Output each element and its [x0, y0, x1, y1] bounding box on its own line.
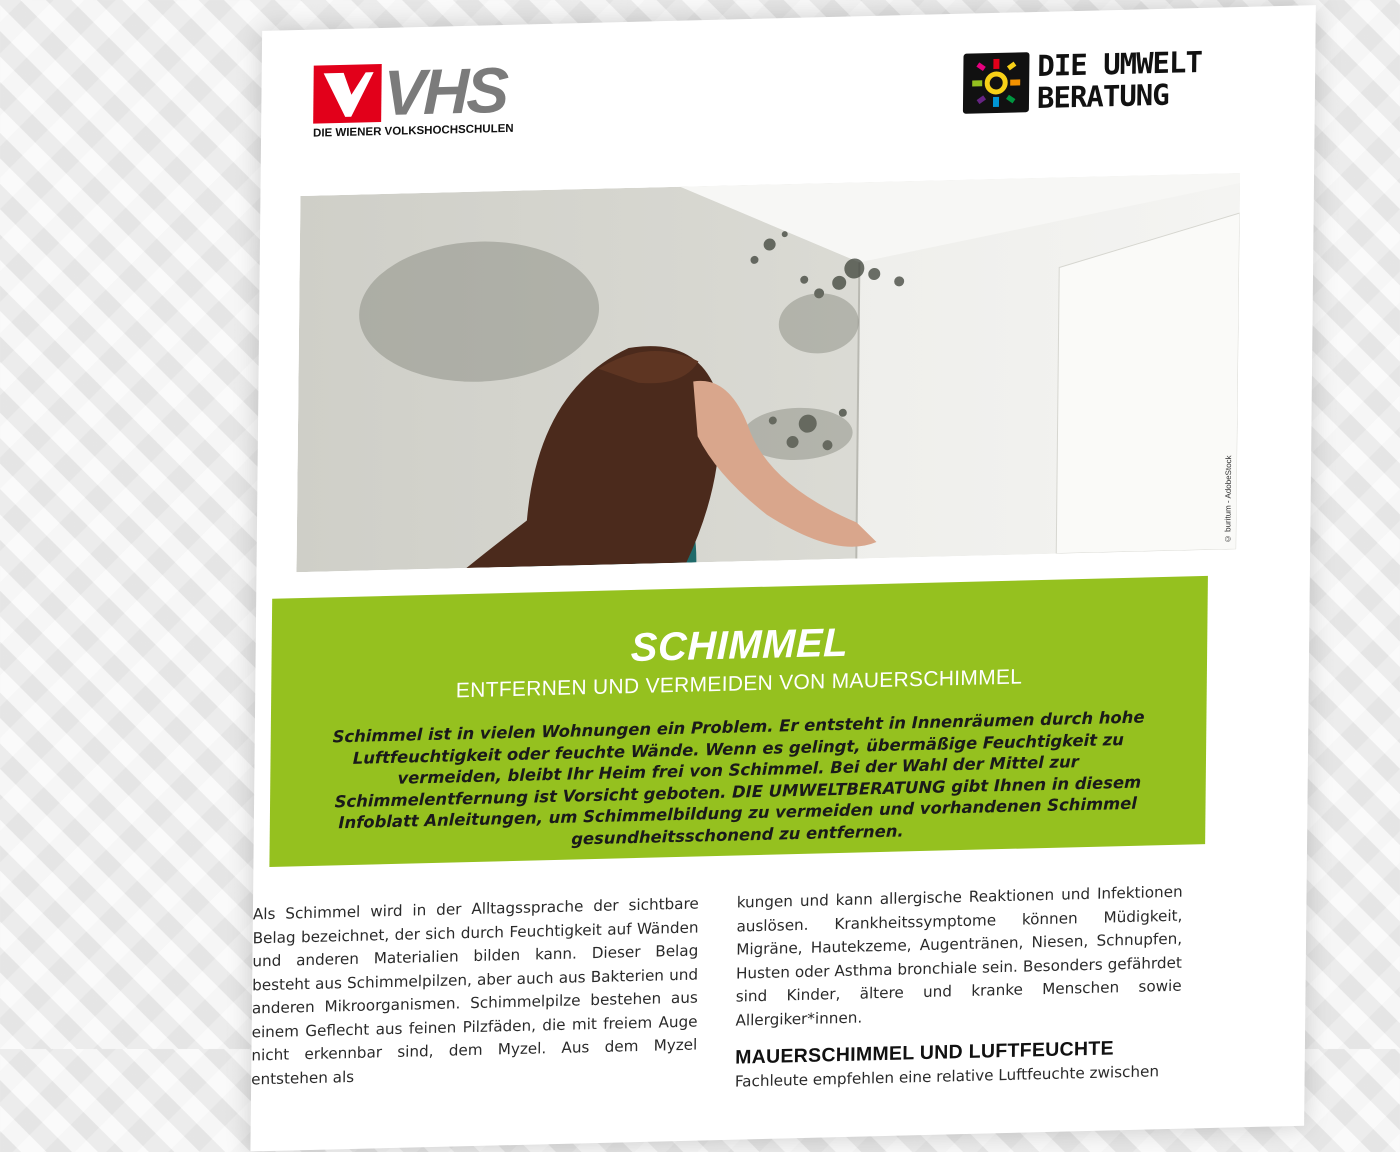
umweltberatung-logo — [963, 44, 1224, 119]
photo-credit: © buritum - AdobeStock — [1223, 455, 1234, 544]
body-text-right: kungen und kann allergische Reaktionen und Infektionen auslösen. Krankheitssymptome können Müdigkeit, Migräne, Hautekzeme, Augentränen, Niesen, Schnupfen, Husten oder Asthma bronchiale sein. Besonders gefährdet sind Kinder, ältere und kranke Menschen sowie Allergiker*innen. — [735, 882, 1183, 1030]
section-text: Fachleute empfehlen eine relative Luftfeuchte zwischen — [734, 1061, 1160, 1091]
body-text-left: Als Schimmel wird in der Alltagssprache der sichtbare Belag bezeichnet, der sich durch Feuchtigkeit auf Wänden und anderen Materialien bilden kann. Dieser Belag besteht aus Schimmelpilzen, aber auch aus Bakterien und anderen Mikroorganismen. Schimmelpilze bestehen aus einem Geflecht aus feinen Pilzfäden, die mit freiem Auge nicht erkennbar sind, dem Myzel. Aus dem Myzel entstehen als — [251, 894, 699, 1088]
vhs-logo — [312, 53, 514, 146]
section-heading: MAUERSCHIMMEL UND LUFTFEUCHTE — [735, 1037, 1114, 1069]
vhs-checkmark-icon — [313, 64, 382, 124]
vhs-subtitle: DIE WIENER VOLKSHOCHSCHULEN — [312, 122, 514, 140]
page-title: SCHIMMEL — [630, 620, 849, 671]
flyer-page — [250, 5, 1315, 1151]
sun-icon — [963, 52, 1030, 114]
body-column-left — [251, 892, 699, 1091]
intro-text: Schimmel ist in vielen Wohnungen ein Problem. Er entsteht in Innenräumen durch hohe Luftfeuchtigkeit oder feuchte Wände. Wenn es gelingt, übermäßige Feuchtigkeit zu vermeiden, bleibt Ihr Heim frei von Schimmel. Bei der Wahl der Mittel zur Schimmelentfernung ist Vorsicht geboten. DIE UMWELTBERATUNG gibt Ihnen in diesem Infoblatt Anleitungen, um Schimmelbildung zu vermeiden und vorhandenen Schimmel gesundheitsschonend zu entfernen. — [332, 707, 1145, 849]
body-column-right — [735, 881, 1183, 1094]
page-subtitle: ENTFERNEN UND VERMEIDEN VON MAUERSCHIMMEL — [455, 665, 1023, 703]
vhs-wordmark: VHS — [383, 53, 507, 129]
hero-photo — [296, 173, 1240, 572]
umweltberatung-wordmark: DIE UMWELT BERATUNG — [1036, 44, 1203, 115]
intro-box — [269, 576, 1208, 867]
